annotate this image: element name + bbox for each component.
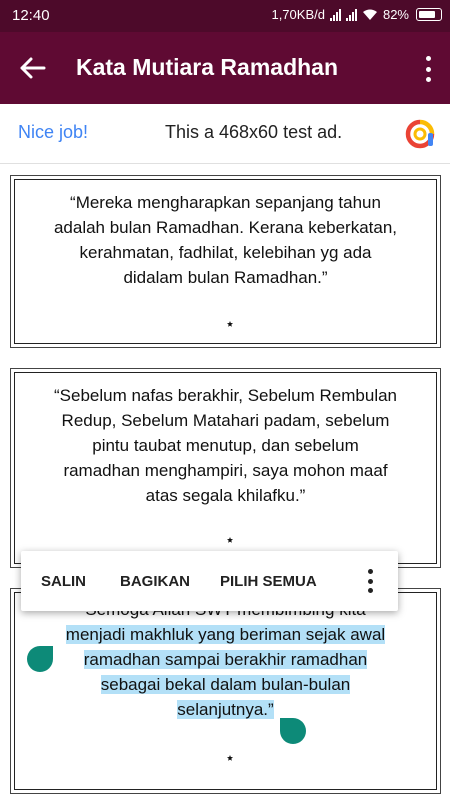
ad-banner[interactable] [0, 104, 450, 164]
status-bar [0, 0, 450, 32]
overflow-menu-icon[interactable] [418, 54, 438, 84]
more-vert-icon[interactable] [366, 569, 374, 593]
quote-card-frame [14, 592, 437, 790]
selected-text[interactable]: selanjutnya.” [177, 700, 274, 719]
copy-button[interactable]: SALIN [41, 572, 86, 590]
ad-logo-icon [405, 119, 435, 149]
app-bar [0, 32, 450, 104]
selected-text[interactable]: sebagai bekal dalam bulan-bulan [100, 675, 351, 694]
signal-icon [330, 9, 341, 21]
ad-text: This a 468x60 test ad. [165, 122, 343, 142]
selected-text[interactable]: menjadi makhluk yang beriman sejak awal [65, 625, 386, 644]
selection-start-handle[interactable] [27, 646, 53, 672]
quote-card-frame [14, 179, 437, 344]
signal-icon-2 [346, 9, 357, 21]
back-arrow-icon[interactable] [14, 50, 54, 86]
status-indicators [271, 7, 442, 22]
quote-text: “Sebelum nafas berakhir, Sebelum Rembulan Redup, Sebelum Matahari padam, sebelum pintu taubat menutup, dan sebelum ramadhan menghampiri, saya mohon maaf atas segala khilafku.” [53, 386, 398, 505]
status-time: 12:40 [12, 7, 50, 24]
battery-percent: 82% [382, 7, 409, 22]
crescent-star-icon [217, 749, 235, 767]
quote-text: “Mereka mengharapkan sepanjang tahun adalah bulan Ramadhan. Kerana keberkatan, kerahmatan, fadhilat, kelebihan yg ada didalam bulan Ramadhan.” [53, 193, 398, 287]
quote-card[interactable] [10, 368, 441, 568]
battery-icon [416, 8, 442, 21]
quote-text [23, 597, 428, 722]
text-selection-menu [21, 551, 398, 611]
selection-end-handle[interactable] [280, 718, 306, 744]
ad-badge: Nice job! [18, 122, 89, 142]
network-speed: 1,70KB/d [271, 7, 325, 22]
wifi-icon [362, 9, 378, 21]
crescent-star-icon [217, 531, 235, 549]
share-button[interactable]: BAGIKAN [120, 572, 190, 590]
quote-card[interactable] [10, 175, 441, 348]
quote-card[interactable] [10, 588, 441, 794]
app-title: Kata Mutiara Ramadhan [76, 54, 339, 80]
select-all-button[interactable]: PILIH SEMUA [220, 572, 317, 590]
crescent-star-icon [217, 315, 235, 333]
selected-text[interactable]: ramadhan sampai berakhir ramadhan [83, 650, 368, 669]
quote-card-frame [14, 372, 437, 564]
